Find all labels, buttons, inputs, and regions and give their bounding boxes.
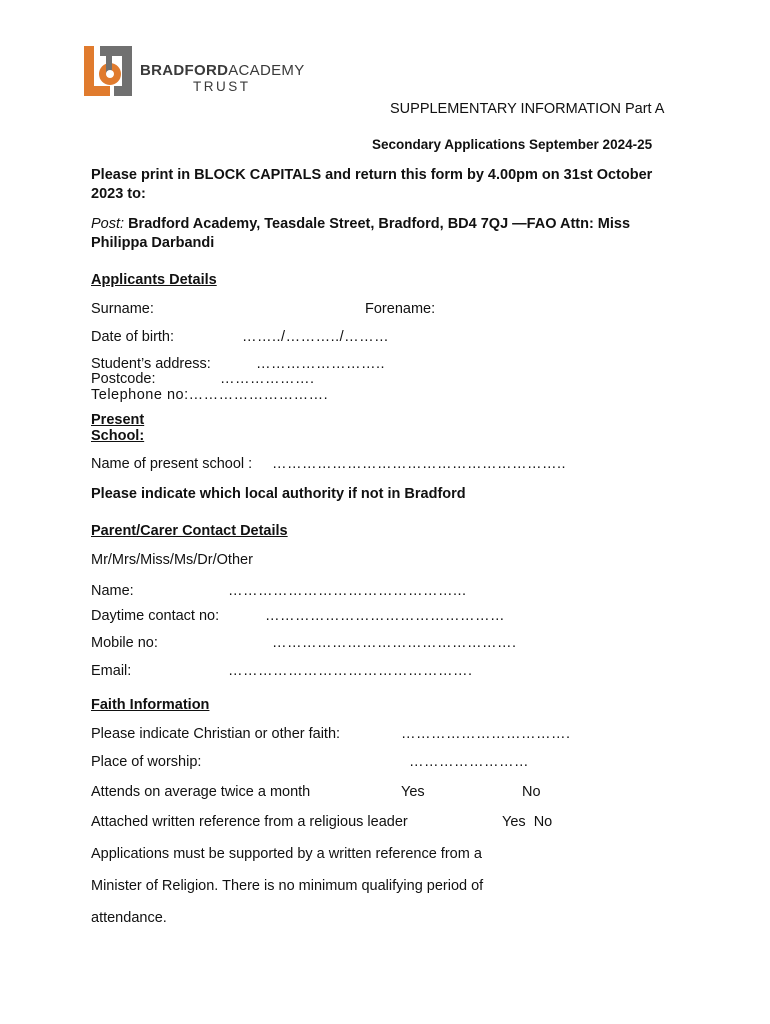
parent-heading: Parent/Carer Contact Details xyxy=(91,523,288,539)
instructions-line1: Please print in BLOCK CAPITALS and return this form by 4.00pm on 31st October xyxy=(91,167,653,183)
faith-note-line2: Minister of Religion. There is no minimum qualifying period of xyxy=(91,878,484,894)
brand-name: BRADFORDACADEMY xyxy=(140,62,305,79)
parent-name-field[interactable]: ………………………………………... xyxy=(228,583,467,599)
attends-label: Attends on average twice a month xyxy=(91,784,311,800)
post-address-line1 xyxy=(91,216,630,232)
post-label: Post: xyxy=(91,216,125,232)
dob-label: Date of birth: xyxy=(91,329,175,345)
postcode-field[interactable]: ………………. xyxy=(220,371,315,387)
mobile-field[interactable]: …………………………………………. xyxy=(272,635,517,651)
dob-field[interactable]: ……../………../……… xyxy=(242,329,390,345)
address-field[interactable]: …………………….. xyxy=(256,356,386,372)
worship-label: Place of worship: xyxy=(91,754,202,770)
brand-trust: TRUST xyxy=(193,79,251,94)
email-field[interactable]: …………………………………………. xyxy=(228,663,473,679)
postcode-label: Postcode: xyxy=(91,371,156,387)
mobile-label: Mobile no: xyxy=(91,635,158,651)
post-address-line2: Philippa Darbandi xyxy=(91,235,215,251)
form-subtitle: Secondary Applications September 2024-25 xyxy=(372,137,653,152)
faith-note-line1: Applications must be supported by a written reference from a xyxy=(91,846,482,862)
address-label: Student’s address: xyxy=(91,356,211,372)
telephone-field[interactable]: Telephone no:………………………. xyxy=(91,387,329,403)
post-address: Bradford Academy, Teasdale Street, Bradford, BD4 7QJ —FAO Attn: Miss xyxy=(124,216,631,232)
local-authority-note: Please indicate which local authority if not in Bradford xyxy=(91,486,466,502)
attends-yes-option[interactable]: Yes xyxy=(401,784,425,800)
school-heading-line2: School: xyxy=(91,428,145,444)
forename-label: Forename: xyxy=(365,301,436,317)
daytime-label: Daytime contact no: xyxy=(91,608,220,624)
school-name-field[interactable]: ………………………………………………….. xyxy=(272,456,567,472)
faith-indicate-label: Please indicate Christian or other faith: xyxy=(91,726,341,742)
worship-field[interactable]: …………………… xyxy=(409,754,529,770)
reference-yes-no-options[interactable]: Yes No xyxy=(502,814,553,830)
attends-no-option[interactable]: No xyxy=(522,784,541,800)
school-name-label: Name of present school : xyxy=(91,456,253,472)
faith-indicate-field[interactable]: ……………………………. xyxy=(401,726,571,742)
instructions-line2: 2023 to: xyxy=(91,186,146,202)
faith-heading: Faith Information xyxy=(91,697,210,713)
reference-label: Attached written reference from a religious leader xyxy=(91,814,408,830)
applicants-heading: Applicants Details xyxy=(91,272,217,288)
email-label: Email: xyxy=(91,663,132,679)
surname-label: Surname: xyxy=(91,301,154,317)
faith-note-line3: attendance. xyxy=(91,910,167,926)
daytime-field[interactable]: ………………………………………… xyxy=(265,608,505,624)
parent-titles: Mr/Mrs/Miss/Ms/Dr/Other xyxy=(91,552,253,568)
parent-name-label: Name: xyxy=(91,583,134,599)
school-heading-line1: Present xyxy=(91,412,145,428)
form-title: SUPPLEMENTARY INFORMATION Part A xyxy=(390,101,665,117)
bradford-academy-logo-icon xyxy=(84,46,132,96)
